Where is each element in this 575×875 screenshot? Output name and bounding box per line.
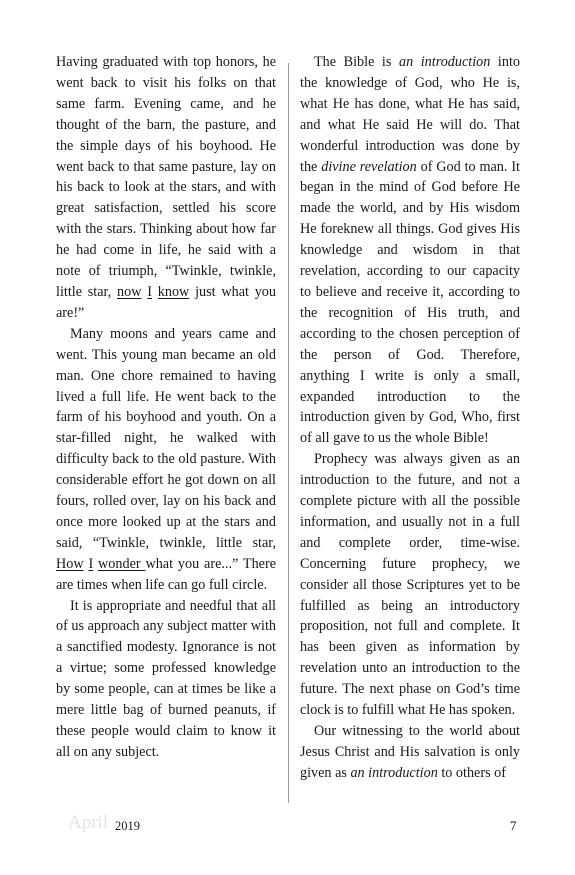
right-p1-text-c: of God to man. It began in the mind of God before He made the world, and by His wisdom He foreknew all things. God gives His knowledge and wisdom in that revelation, according to our capacity to believe and receive it, according to the recognition of His truth, and according to the chosen perception of the person of God. Therefore, anything I write is only a small, expanded introduction to the introduction given by God, Who, first of all gave to us the whole Bible!	[300, 158, 520, 447]
italic-an-introduction: an introduction	[350, 764, 438, 781]
underlined-know: know	[157, 283, 190, 300]
footer-month: April	[68, 812, 109, 833]
left-paragraph-2	[56, 324, 276, 596]
right-paragraph-3	[300, 721, 520, 784]
underlined-wonder: wonder	[98, 555, 146, 572]
footer-year: 2019	[115, 819, 140, 833]
right-p3-text-a: Our witnessing to the world about Jesus Christ and His salvation is only given as	[300, 723, 520, 781]
right-paragraph-2: Prophecy was always given as an introduction to the future, and not a complete picture with all the possible information, and usually not in a full and complete order, time-wise. Concerning future prophecy, we consider all those Scriptures yet to be fulfilled as being an introductory proposition, not full and complete. It has been given as information by revelation unto an introduction to the future. The next phase on God’s time clock is to fulfill what He has spoken.	[300, 451, 520, 719]
italic-an-introduction: an introduction	[398, 54, 491, 70]
right-p1-text-a: The Bible is	[314, 54, 399, 70]
left-p1-text-a: Having graduated with top honors, he went back to visit his folks on that same farm. Evening came, and he thought of the barn, the pasture, and the simple days of his boyhood. He went back to that same pasture, lay on his back to look at the stars, and with great satisfaction, settled his score with the stars. Thinking about how far he had come in life, he said with a note of triumph, “Twinkle, twinkle, little star,	[56, 54, 276, 300]
column-divider	[288, 63, 289, 803]
left-text-column	[56, 52, 276, 763]
underlined-i: I	[147, 283, 152, 300]
left-paragraph-3: It is appropriate and needful that all of us approach any subject matter with a sanctified modesty. Ignorance is not a virtue; some professed knowledge by some people, can at times be like a mere little bag of burned peanuts, if these people would claim to know it all on any subject.	[56, 597, 276, 760]
left-p1-text-b: just what you are!”	[56, 283, 276, 321]
page-number: 7	[510, 818, 517, 833]
underlined-how: How	[56, 555, 84, 572]
italic-divine-revelation: divine revelation	[321, 158, 417, 175]
right-p1-text-b: into the knowledge of God, who He is, what He has done, what He has said, and what He said He will do. That wonderful introduction was done by the	[300, 54, 520, 175]
right-p3-text-b: to others of	[437, 764, 506, 781]
underlined-i: I	[88, 555, 94, 572]
left-paragraph-1	[56, 52, 276, 324]
right-paragraph-1	[300, 52, 520, 449]
right-text-column	[300, 52, 520, 784]
left-p2-text-a: Many moons and years came and went. This young man became an old man. One chore remained to having lived a full life. He went back to the farm of his boyhood and youth. On a star-filled night, he walked with difficulty back to the old pasture. With considerable effort he got down on all fours, rolled over, lay on his back and once more looked up at the stars and said, “Twinkle, twinkle, little star,	[56, 325, 276, 551]
left-p2-text-b: what you are...” There are times when life can go full circle.	[56, 555, 276, 593]
underlined-now: now	[117, 283, 142, 300]
